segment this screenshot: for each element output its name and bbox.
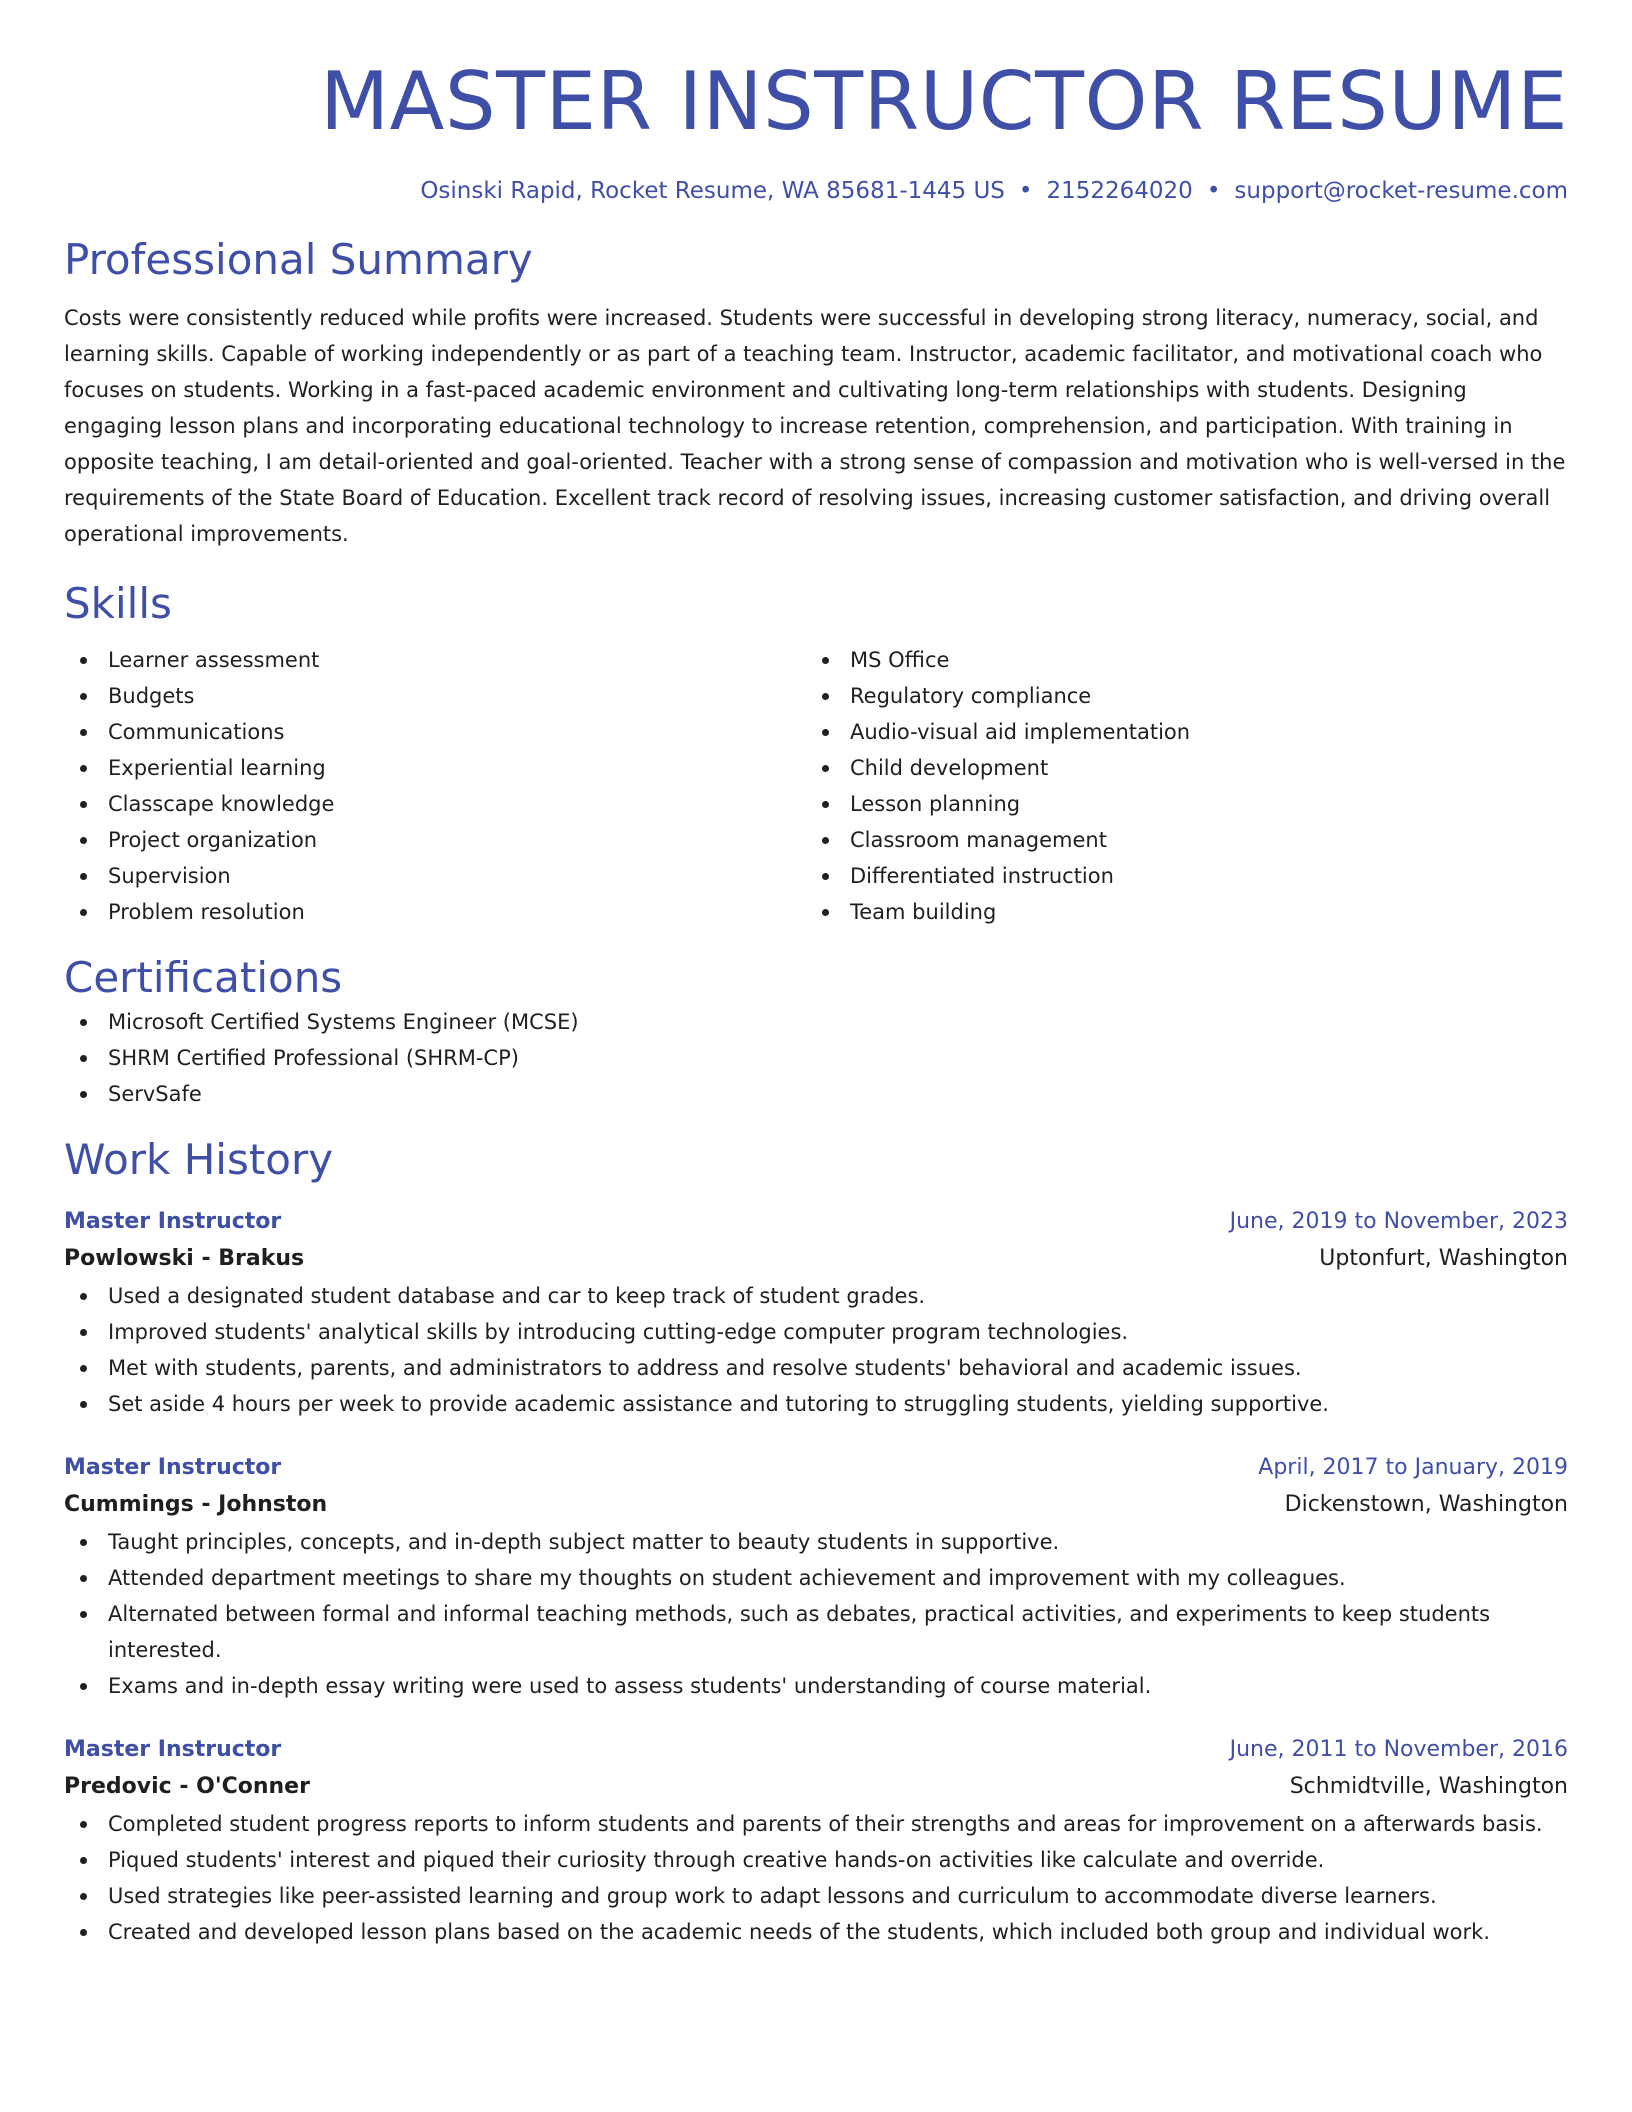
job-duty: Attended department meetings to share my thoughts on student achievement and improvement with my colleagues. bbox=[64, 1560, 1568, 1596]
job-title: Master Instructor bbox=[64, 1209, 282, 1234]
skill-item: Problem resolution bbox=[64, 894, 806, 930]
certifications-heading: Certifications bbox=[64, 953, 343, 1002]
job-duty: Used strategies like peer-assisted learning and group work to adapt lessons and curriculum to accommodate diverse learners. bbox=[64, 1878, 1568, 1914]
contact-address: Osinski Rapid, Rocket Resume, WA 85681-1445 US bbox=[420, 178, 1005, 204]
skill-item: Budgets bbox=[64, 678, 806, 714]
job-duty: Met with students, parents, and administrators to address and resolve students' behavioral and academic issues. bbox=[64, 1350, 1568, 1386]
skill-item: Communications bbox=[64, 714, 806, 750]
skill-item: Project organization bbox=[64, 822, 806, 858]
skill-item: Team building bbox=[806, 894, 1548, 930]
job-location: Uptonfurt, Washington bbox=[1319, 1246, 1568, 1271]
job-entry bbox=[64, 1450, 1568, 1704]
job-entry bbox=[64, 1732, 1568, 1950]
job-entry bbox=[64, 1204, 1568, 1422]
skills-heading: Skills bbox=[64, 579, 172, 628]
skill-item: Learner assessment bbox=[64, 642, 806, 678]
work-history-heading: Work History bbox=[64, 1135, 334, 1184]
skill-item: Classcape knowledge bbox=[64, 786, 806, 822]
certification-item: Microsoft Certified Systems Engineer (MCSE) bbox=[64, 1004, 1568, 1040]
resume-header bbox=[64, 0, 1568, 206]
job-company: Cummings - Johnston bbox=[64, 1492, 328, 1517]
job-dates: June, 2019 to November, 2023 bbox=[1229, 1209, 1568, 1234]
contact-separator: • bbox=[1206, 178, 1221, 204]
job-location: Schmidtville, Washington bbox=[1289, 1774, 1568, 1799]
job-company: Powlowski - Brakus bbox=[64, 1246, 305, 1271]
skill-item: Audio-visual aid implementation bbox=[806, 714, 1548, 750]
contact-line bbox=[64, 176, 1568, 206]
skills-grid bbox=[64, 642, 1568, 930]
job-duty: Improved students' analytical skills by introducing cutting-edge computer program technologies. bbox=[64, 1314, 1568, 1350]
contact-phone: 2152264020 bbox=[1046, 178, 1193, 204]
contact-separator: • bbox=[1018, 178, 1033, 204]
job-duty: Piqued students' interest and piqued their curiosity through creative hands-on activities like calculate and override. bbox=[64, 1842, 1568, 1878]
skill-item: Differentiated instruction bbox=[806, 858, 1548, 894]
job-duty: Exams and in-depth essay writing were used to assess students' understanding of course material. bbox=[64, 1668, 1568, 1704]
skill-item: Supervision bbox=[64, 858, 806, 894]
skill-item: MS Office bbox=[806, 642, 1548, 678]
skill-item: Classroom management bbox=[806, 822, 1548, 858]
job-duty: Set aside 4 hours per week to provide academic assistance and tutoring to struggling students, yielding supportive. bbox=[64, 1386, 1568, 1422]
job-location: Dickenstown, Washington bbox=[1284, 1492, 1568, 1517]
skill-item: Regulatory compliance bbox=[806, 678, 1548, 714]
job-company: Predovic - O'Conner bbox=[64, 1774, 310, 1799]
summary-text: Costs were consistently reduced while profits were increased. Students were successful in developing strong literacy, numeracy, social, and learning skills. Capable of working independently or as part of a teaching team. Instructor, academic facilitator, and motivational coach who focuses on students. Working in a fast-paced academic environment and cultivating long-term relationships with students. Designing engaging lesson plans and incorporating educational technology to increase retention, comprehension, and participation. With training in opposite teaching, I am detail-oriented and goal-oriented. Teacher with a strong sense of compassion and motivation who is well-versed in the requirements of the State Board of Education. Excellent track record of resolving issues, increasing customer satisfaction, and driving overall operational improvements. bbox=[64, 306, 1566, 546]
job-duty: Created and developed lesson plans based on the academic needs of the students, which included both group and individual work. bbox=[64, 1914, 1568, 1950]
summary-heading: Professional Summary bbox=[64, 235, 533, 284]
contact-email[interactable]: support@rocket-resume.com bbox=[1234, 178, 1568, 204]
job-duty: Taught principles, concepts, and in-depth subject matter to beauty students in supportive. bbox=[64, 1524, 1568, 1560]
skill-item: Lesson planning bbox=[806, 786, 1548, 822]
job-title: Master Instructor bbox=[64, 1455, 282, 1480]
job-duty: Alternated between formal and informal teaching methods, such as debates, practical activities, and experiments to keep students interested. bbox=[64, 1596, 1568, 1668]
job-title: Master Instructor bbox=[64, 1737, 282, 1762]
job-duties bbox=[64, 1806, 1568, 1950]
skills-column-left bbox=[64, 642, 806, 930]
certification-item: ServSafe bbox=[64, 1076, 1568, 1112]
job-dates: April, 2017 to January, 2019 bbox=[1258, 1455, 1568, 1480]
certifications-list bbox=[64, 1004, 1568, 1112]
certification-item: SHRM Certified Professional (SHRM-CP) bbox=[64, 1040, 1568, 1076]
job-dates: June, 2011 to November, 2016 bbox=[1229, 1737, 1568, 1762]
job-duties bbox=[64, 1278, 1568, 1422]
resume-title: MASTER INSTRUCTOR RESUME bbox=[320, 55, 1568, 148]
job-duties bbox=[64, 1524, 1568, 1704]
skills-column-right bbox=[806, 642, 1548, 930]
job-duty: Used a designated student database and car to keep track of student grades. bbox=[64, 1278, 1568, 1314]
skill-item: Experiential learning bbox=[64, 750, 806, 786]
skill-item: Child development bbox=[806, 750, 1548, 786]
job-duty: Completed student progress reports to inform students and parents of their strengths and areas for improvement on a afterwards basis. bbox=[64, 1806, 1568, 1842]
